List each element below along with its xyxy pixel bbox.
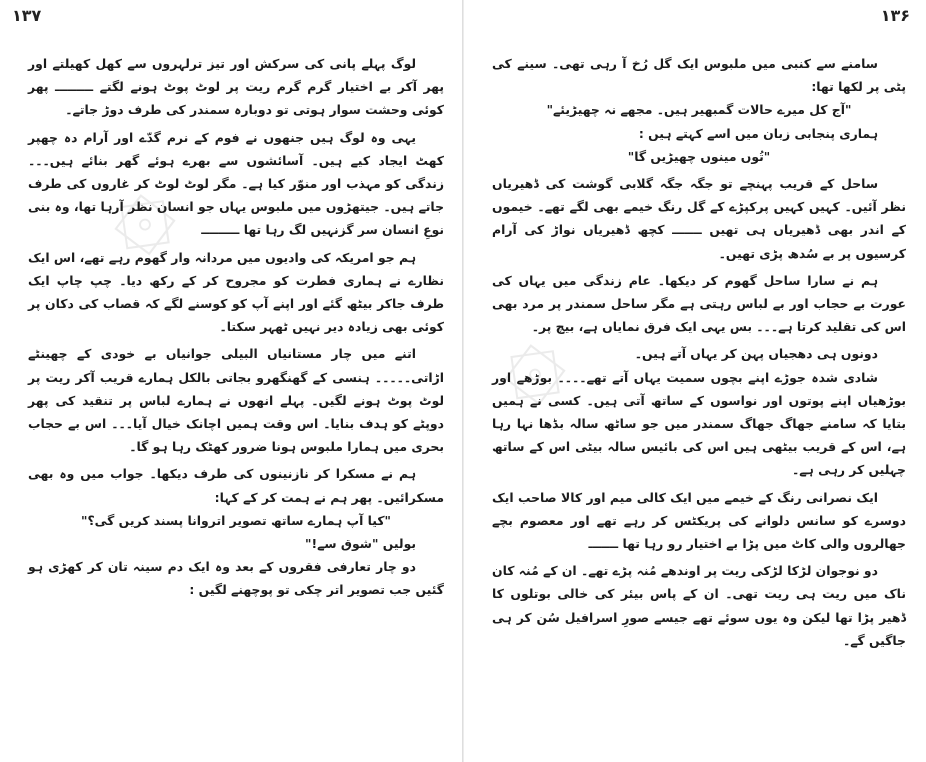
paragraph: ہم نے سارا ساحل گھوم کر دیکھا۔ عام زندگی میں یہاں کی عورت بے حجاب اور بے لباس رہتی ہے مگر ساحل سمندر پر مرد بھی اس کی تقلید کرتا ہے۔۔۔ بس یہی ایک فرق نمایاں ہے، بیچ پر۔ bbox=[492, 272, 906, 335]
right-page bbox=[464, 0, 926, 762]
paragraph: سامنے سے کنبی میں ملبوس ایک گل رُخ آ رہی تھی۔ سینے کی پٹی پر لکھا تھا: bbox=[492, 56, 906, 95]
paragraph: لوگ پہلے پانی کی سرکش اور تیز ترلہروں سے کھل کھیلتے اور پھر آکر بے اختیار گرم گرم ریت پر لوٹ پوٹ ہونے لگتے ـــــــــ پھر کوئی وحشت سوار ہوتی تو دوبارہ سمندر کی طرف دوڑ جاتے۔ bbox=[28, 56, 444, 118]
left-page-text bbox=[28, 52, 444, 602]
quote-line: "کیا آپ ہمارے ساتھ تصویر اتروانا پسند کریں گی؟" bbox=[80, 512, 391, 528]
left-page bbox=[0, 0, 462, 762]
quote-line: "تُوں مینوں چھیڑیں گا" bbox=[627, 148, 771, 164]
paragraph: ہم جو امریکہ کی وادیوں میں مردانہ وار گھوم رہے تھے، اس ایک نظارے نے ہماری فطرت کو مجروح کر کے رکھ دیا۔ چپ چاپ ایک طرف جاکر بیٹھ گئے اور اپنے آپ کو کوسنے لگے کہ قصاب کی دکان پر کوئی بھی زیادہ دیر نہیں ٹھہر سکتا۔ bbox=[28, 249, 444, 335]
watermark-right: ۞ bbox=[491, 287, 574, 423]
paragraph: ایک نصرانی رنگ کے خیمے میں ایک کالی میم اور کالا صاحب ایک دوسرے کو سانس دلوانے کی پریکٹس کر رہے تھے اور معصوم بچے جھالروں والی کاٹ میں پڑا بے اختیار رو رہا تھا ـــــــ bbox=[492, 489, 906, 552]
paragraph: شادی شدہ جوڑے اپنے بچوں سمیت یہاں آتے تھے۔۔۔۔ بوڑھے اور بوڑھیاں اپنے پوتوں اور نواسوں کے ساتھ آتی ہیں۔ کسی نے ہمیں بتایا کہ سامنے جھاگ جھاگ سمندر میں جو ساٹھ سالہ بڈھا نہا رہا ہے، اس کے قریب بیٹھی ہیں اس کی بائیس سالہ بیٹی اس کے ساتھ چہلیں کر رہی ہے۔ bbox=[492, 369, 906, 478]
page-number-right: ۱۳۶ bbox=[880, 6, 910, 25]
quote-line: بولیں "شوق سے!" bbox=[305, 536, 416, 552]
watermark-left: ۞ bbox=[101, 137, 184, 273]
paragraph: ساحل کے قریب پہنچے تو جگہ جگہ گلابی گوشت کی ڈھیریاں نظر آئیں۔ کہیں کہیں پرکپڑے کے گل رنگ خیمے بھی لگے تھے۔ خیموں کے اندر بھی ڈھیریاں ہی تھیں ـــــــ کچھ ڈھیریاں نواڑ کی آرام کرسیوں پر بے سُدھ پڑی تھیں۔ bbox=[492, 176, 906, 261]
paragraph: یہی وہ لوگ ہیں جنھوں نے فوم کے نرم گدّے اور آرام دہ چھپر کھٹ ایجاد کیے ہیں۔ آسائشوں سے بھرے ہوئے گھر بنائے ہیں۔۔۔ زندگی کو مہذب اور منوّر کیا ہے۔ مگر لوٹ لوٹ کر غاروں کی طرف جاتے ہیں۔ جیتھڑوں میں ملبوس یہاں جو انسان نظر آرہا تھا، وہ بنی نوعِ انسان سر گزنہیں لگ رہا تھا ـــــــــ bbox=[28, 129, 444, 238]
paragraph: دونوں ہی دھجیاں پہن کر یہاں آتے ہیں۔ bbox=[634, 346, 878, 362]
paragraph: ہماری پنجابی زبان میں اسے کہتے ہیں : bbox=[638, 125, 878, 141]
paragraph: اتنے میں چار مستانیاں البیلی جوانیاں بے خودی کے چھینٹے اڑاتی۔۔۔۔۔ ہنسی کے گھنگھرو بجاتی بالکل ہمارے قریب آکر ریت پر لوٹ پوٹ ہونے لگیں۔ پہلے انھوں نے ہمارے لباس پر تنقید کی پھر دوپٹے کو ہدف بنایا۔ اس وقت ہمیں اچانک خیال آیا۔۔۔ اس بے حجاب بحری میں ہمارا ملبوس ہونا ضرور کھٹک رہا ہو گا۔ bbox=[28, 346, 444, 455]
paragraph: دو نوجوان لڑکا لڑکی ریت پر اوندھے مُنہ پڑے تھے۔ ان کے مُنہ کان ناک میں ریت ہی ریت تھی۔ ان کے پاس بیئر کی خالی بوتلوں کا ڈھیر پڑا تھا لیکن وہ یوں سوئے تھے جیسے صورِ اسرافیل سُن کر ہی جاگیں گے۔ bbox=[492, 563, 906, 648]
page-number-left: ۱۳۷ bbox=[12, 6, 42, 25]
quote-line: "آج کل میرے حالات گمبھیر ہیں۔ مجھے نہ چھیڑیئے" bbox=[546, 102, 852, 118]
right-page-text bbox=[492, 52, 906, 652]
paragraph: دو چار تعارفی فقروں کے بعد وہ ایک دم سینہ تان کر کھڑی ہو گئیں جب تصویر اتر چکی تو پوچھنے لگیں : bbox=[28, 559, 444, 598]
paragraph: ہم نے مسکرا کر نازنینوں کی طرف دیکھا۔ جواب میں وہ بھی مسکرائیں۔ پھر ہم نے ہمت کر کے کہا: bbox=[28, 466, 444, 505]
